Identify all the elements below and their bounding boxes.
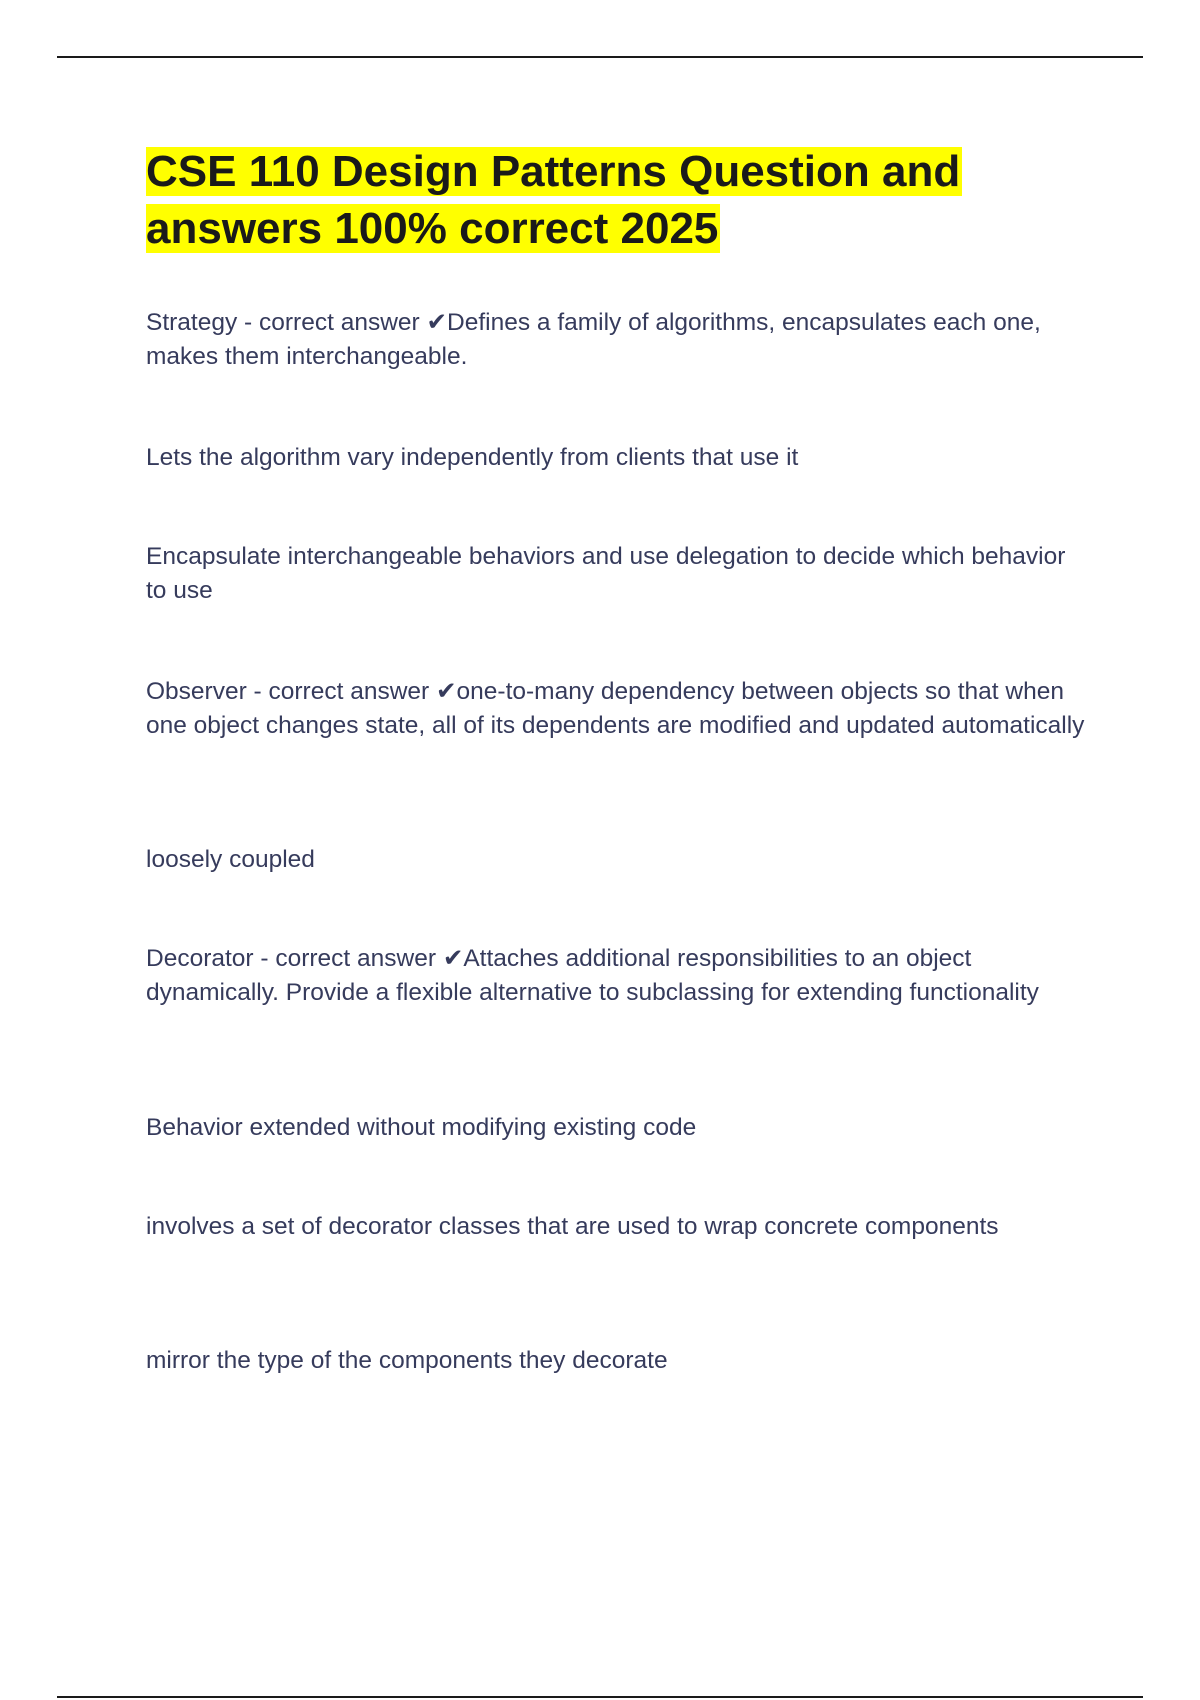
- document-title: [146, 143, 1146, 257]
- term-strategy: Strategy - correct answer: [146, 309, 427, 336]
- bottom-rule: [57, 1696, 1143, 1698]
- checkmark-icon: ✔: [442, 945, 464, 972]
- answer-decorator: [146, 942, 1086, 1010]
- title-highlight: CSE 110 Design Patterns Question and answers 100% correct 2025: [146, 147, 961, 253]
- note-decorator-mirror: mirror the type of the components they decorate: [146, 1347, 668, 1374]
- definition-observer: one-to-many dependency between objects so that when one object changes state, all of its dependents are modified and updated automatically: [146, 678, 1085, 739]
- note-decorator-classes: involves a set of decorator classes that are used to wrap concrete components: [146, 1213, 999, 1240]
- definition-decorator: Attaches additional responsibilities to an object dynamically. Provide a flexible alternative to subclassing for extending functionality: [146, 945, 1039, 1006]
- note-decorator-extended: Behavior extended without modifying existing code: [146, 1114, 697, 1141]
- checkmark-icon: ✔: [426, 309, 448, 336]
- note-strategy-encapsulate: Encapsulate interchangeable behaviors and use delegation to decide which behavior to use: [146, 543, 1066, 604]
- note-observer-coupled: loosely coupled: [146, 846, 315, 873]
- definition-strategy: Defines a family of algorithms, encapsulates each one, makes them interchangeable.: [146, 309, 1041, 370]
- note-strategy-vary: Lets the algorithm vary independently from clients that use it: [146, 444, 799, 471]
- term-decorator: Decorator - correct answer: [146, 945, 443, 972]
- answer-strategy: [146, 306, 1086, 374]
- checkmark-icon: ✔: [436, 678, 457, 705]
- term-observer: Observer - correct answer: [146, 678, 436, 705]
- answer-observer: [146, 675, 1086, 743]
- top-rule: [57, 56, 1143, 58]
